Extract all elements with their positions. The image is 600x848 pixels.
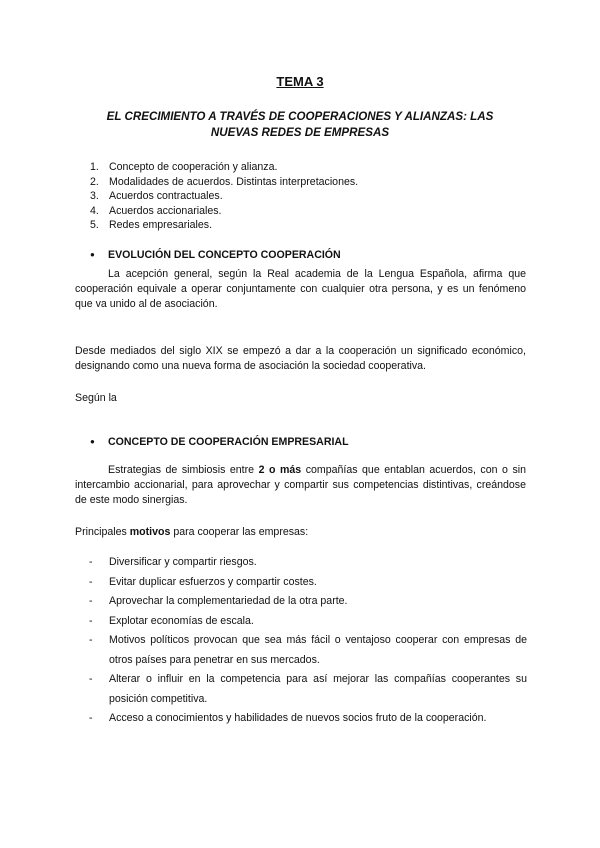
toc-text: Modalidades de acuerdos. Distintas interpretaciones. xyxy=(109,175,359,188)
list-item-text: Alterar o influir en la competencia para así mejorar las compañías cooperantes su posición competitiva. xyxy=(109,673,527,705)
list-item-text: Acceso a conocimientos y habilidades de nuevos socios fruto de la cooperación. xyxy=(109,712,487,724)
list-item-text: Aprovechar la complementariedad de la otra parte. xyxy=(109,595,348,607)
bold-text: motivos xyxy=(129,526,171,538)
text-run: para cooperar las empresas: xyxy=(170,526,309,538)
toc-number: 2. xyxy=(90,175,99,188)
paragraph-estrategias xyxy=(75,463,526,509)
list-item-text: Evitar duplicar esfuerzos y compartir costes. xyxy=(109,575,317,588)
page-title: TEMA 3 xyxy=(276,74,324,89)
page-subtitle: EL CRECIMIENTO A TRAVÉS DE COOPERACIONES Y ALIANZAS: LAS NUEVAS REDES DE EMPRESAS xyxy=(106,110,494,139)
toc-item xyxy=(90,204,358,219)
list-item-text: Motivos políticos provocan que sea más fácil o ventajoso cooperar con empresas de otros países para penetrar en sus mercados. xyxy=(109,634,527,666)
list-item xyxy=(89,553,527,573)
paragraph-siglo-xix: Desde mediados del siglo XIX se empezó a dar a la cooperación un significado económico, designando como una nueva forma de asociación la sociedad cooperativa. xyxy=(75,345,526,373)
dash-marker: - xyxy=(89,575,93,588)
toc-text: Acuerdos accionariales. xyxy=(109,204,222,217)
bullet-icon: ● xyxy=(90,437,95,446)
bold-text: 2 o más xyxy=(258,464,302,476)
section-heading-concepto xyxy=(90,436,349,448)
list-item xyxy=(89,573,527,593)
paragraph-acepcion: La acepción general, según la Real academia de la Lengua Española, afirma que cooperación equivale a operar conjuntamente con cualquier otra persona, y es un fenómeno que va unido al de asociación. xyxy=(75,268,526,311)
toc-number: 5. xyxy=(90,219,99,232)
text-run: Principales xyxy=(75,526,130,538)
list-item xyxy=(89,612,527,632)
toc-text: Acuerdos contractuales. xyxy=(109,190,223,203)
list-item xyxy=(89,670,527,709)
section-heading-text: EVOLUCIÓN DEL CONCEPTO COOPERACIÓN xyxy=(108,249,341,261)
toc-item xyxy=(90,218,358,233)
motives-list xyxy=(89,553,527,729)
list-item xyxy=(89,592,527,612)
toc-number: 3. xyxy=(90,190,99,203)
dash-marker: - xyxy=(89,595,93,607)
toc-item xyxy=(90,189,358,204)
toc-number: 4. xyxy=(90,204,99,217)
table-of-contents xyxy=(90,160,358,233)
bullet-icon: ● xyxy=(90,250,95,259)
dash-marker: - xyxy=(89,614,93,627)
toc-text: Redes empresariales. xyxy=(109,219,213,232)
list-item xyxy=(89,709,527,729)
list-item-text: Explotar economías de escala. xyxy=(109,614,254,627)
section-heading-text: CONCEPTO DE COOPERACIÓN EMPRESARIAL xyxy=(108,436,349,448)
toc-item xyxy=(90,175,358,190)
text-run: compañías que entablan acuerdos, con o sin intercambio accionarial, para aprovechar y compartir sus competencias distintivas, creándose de este modo sinergias. xyxy=(75,464,526,507)
toc-number: 1. xyxy=(90,161,99,173)
dash-marker: - xyxy=(89,673,93,685)
paragraph-segun-la: Según la xyxy=(75,392,117,404)
list-item-text: Diversificar y compartir riesgos. xyxy=(109,556,257,568)
text-run: Estrategias de simbiosis entre xyxy=(108,464,259,476)
dash-marker: - xyxy=(89,712,93,724)
section-heading-evolucion xyxy=(90,249,341,261)
dash-marker: - xyxy=(89,634,93,646)
toc-text: Concepto de cooperación y alianza. xyxy=(109,161,278,173)
paragraph-motivos-intro xyxy=(75,525,526,540)
dash-marker: - xyxy=(89,556,93,568)
toc-item xyxy=(90,160,358,175)
list-item xyxy=(89,631,527,670)
